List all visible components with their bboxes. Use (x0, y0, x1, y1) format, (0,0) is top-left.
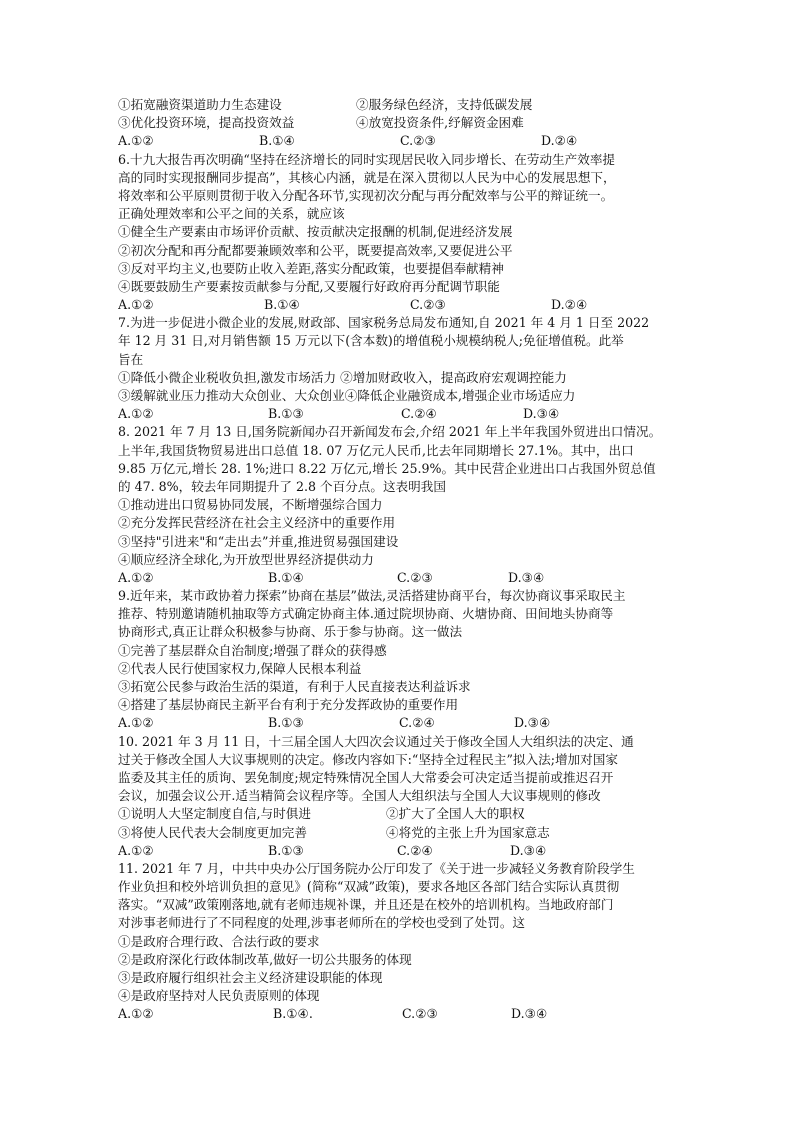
q9-option-4: ④搭建了基层协商民主新平台有利于充分发挥政协的重要作用 (118, 697, 459, 713)
q11-answer-choices (118, 1005, 678, 1023)
q8-choice-b: B.①④ (268, 569, 304, 585)
q9-option-2: ②代表人民行使国家权力,保障人民根本利益 (118, 660, 362, 676)
q6-answer-choices (118, 296, 678, 314)
q9-choice-b: B.①③ (268, 715, 304, 731)
q10-choice-c: C.②④ (397, 842, 433, 858)
q6-option-4: ④既要鼓励生产要素按贡献参与分配,又要履行好政府再分配调节职能 (118, 278, 500, 294)
q6-option-2: ②初次分配和再分配都要兼顾效率和公平，既要提高效率,又要促进公平 (118, 242, 513, 258)
q6-choice-a: A.①② (118, 297, 154, 313)
q10-choice-b: B.①③ (268, 842, 304, 858)
q11-stem-line: 11. 2021 年 7 月，中共中央办公厅国务院办公厅印发了《关于进一步减轻义务教育阶段学生 (118, 860, 635, 876)
q6-option-1: ①健全生产要素由市场评价贡献、按贡献决定报酬的机制,促进经济发展 (118, 224, 513, 240)
q10-stem-line: 过关于修改全国人大议事规则的决定。修改内容如下:“坚持全过程民主”拟入法;增加对国家 (118, 751, 618, 767)
q9-option-1: ①完善了基层群众自治制度;增强了群众的获得感 (118, 642, 387, 658)
q9-answer-choices (118, 714, 678, 732)
q10-option-4: ④将党的主张上升为国家意志 (386, 824, 550, 840)
q10-stem-line: 会议，加强会议公开.适当精简会议程序等。全国人大组织法与全国人大议事规则的修改 (118, 788, 601, 804)
q7-stem-line: 年 12 月 31 日,对月销售额 15 万元以下(含本数)的增值税小规模纳税人;免征增值税。此举 (118, 333, 624, 349)
q11-choice-a: A.①② (118, 1006, 154, 1022)
q9-stem-line: 9.近年来，某市政协着力探索”协商在基层”做法,灵活搭建协商平台，每次协商议事采取民主 (118, 588, 626, 604)
q5-choice-b: B.①④ (259, 133, 295, 149)
q6-stem-line: 6.十九大报告再次明确“坚持在经济增长的同时实现居民收入同步增长、在劳动生产效率提 (118, 151, 616, 167)
q10-option-2: ②扩大了全国人大的职权 (386, 806, 525, 822)
q10-option-1: ①说明人大坚定制度自信,与时俱进 (118, 806, 311, 822)
q7-stem-line: 旨在 (118, 351, 144, 367)
q10-option-3: ③将使人民代表大会制度更加完善 (118, 824, 307, 840)
q8-option-4: ④顺应经济全球化,为开放型世界经济提供动力 (118, 551, 374, 567)
q6-stem-line: 高的同时实现报酬同步提高”，其核心内涵，就是在深入贯彻以人民为中心的发展思想下， (118, 169, 616, 185)
q9-choice-d: D.③④ (514, 715, 551, 731)
q11-option-4: ④是政府坚持对人民负责原则的体现 (118, 988, 320, 1004)
q5-options-row-2 (118, 114, 678, 132)
q7-answer-choices (118, 405, 678, 423)
q5-choice-d: D.②④ (541, 133, 578, 149)
q9-stem-line: 协商形式,真正让群众积极参与协商、乐于参与协商。这一做法 (118, 624, 463, 640)
q6-stem-line: 将效率和公平原则贯彻于收入分配各环节,实现初次分配与再分配效率与公平的辩证统一。 (118, 187, 614, 203)
q8-stem-line: 9.85 万亿元,增长 28. 1%;进口 8.22 万亿元,增长 25.9%。其中民营企业进出口占我国外贸总值 (118, 460, 656, 476)
q11-option-1: ①是政府合理行政、合法行政的要求 (118, 933, 320, 949)
q8-choice-d: D.③④ (508, 569, 545, 585)
q8-option-3: ③坚持"引进来"和“走出去”并重,推进贸易强国建设 (118, 533, 399, 549)
q11-choice-d: D.③④ (511, 1006, 548, 1022)
q7-options-1-2: ①降低小微企业税收负担,激发市场活力 ②增加财政收入，提高政府宏观调控能力 (118, 369, 567, 385)
q11-choice-b: B.①④. (273, 1006, 313, 1022)
q5-option-2: ②服务绿色经济，支持低碳发展 (356, 97, 533, 112)
q6-choice-c: C.②③ (410, 297, 446, 313)
q11-stem-line: 对涉事老师进行了不同程度的处理,涉事老师所在的学校也受到了处罚。这 (118, 915, 526, 931)
q8-stem-line: 的 47. 8%，较去年同期提升了 2.8 个百分点。这表明我国 (118, 478, 446, 494)
q10-choice-a: A.①② (118, 842, 154, 858)
q6-choice-d: D.②④ (551, 297, 588, 313)
q10-choice-d: D.③④ (510, 842, 547, 858)
q10-stem-line: 监委及其主任的质询、罢免制度;规定特殊情况全国人大常委会可决定适当提前或推迟召开 (118, 769, 614, 785)
q9-choice-a: A.①② (118, 715, 154, 731)
q11-stem-line: 作业负担和校外培训负担的意见》(简称“双减”政策)，要求各地区各部门结合实际认真贯彻 (118, 879, 620, 895)
q8-stem-line: 上半年,我国货物贸易进出口总值 18. 07 万亿元人民币,比去年同期增长 27.1%。其中，出口 (118, 442, 634, 458)
q5-option-3: ③优化投资环境，提高投资效益 (118, 115, 295, 131)
q6-stem-line: 正确处理效率和公平之间的关系，就应该 (118, 206, 345, 222)
q8-option-2: ②充分发挥民营经济在社会主义经济中的重要作用 (118, 515, 396, 531)
q5-choice-a: A.①② (118, 133, 154, 149)
q5-option-4: ④放宽投资条件,纾解资金困难 (356, 115, 524, 131)
q11-stem-line: 落实。“双减”政策刚落地,就有老师违规补课，并且还是在校外的培训机构。当地政府部门 (118, 897, 614, 913)
q10-answer-choices (118, 842, 678, 860)
q11-choice-c: C.②③ (402, 1006, 438, 1022)
q9-option-3: ③拓宽公民参与政治生活的渠道，有利于人民直接表达利益诉求 (118, 679, 471, 694)
q10-options-row-2 (118, 824, 678, 842)
q11-option-2: ②是政府深化行政体制改革,做好一切公共服务的体现 (118, 951, 412, 967)
q8-choice-c: C.②③ (397, 569, 433, 585)
q7-choice-b: B.①③ (268, 406, 304, 422)
q8-choice-a: A.①② (118, 569, 154, 585)
q6-choice-b: B.①④ (264, 297, 300, 313)
exam-page (118, 96, 678, 1024)
q5-choice-c: C.②③ (400, 133, 436, 149)
q6-option-3: ③反对平均主义,也要防止收入差距,落实分配政策，也要提倡奉献精神 (118, 260, 504, 276)
q5-option-1: ①拓宽融资渠道助力生态建设 (118, 97, 282, 112)
q5-options-row-1 (118, 96, 678, 114)
q9-stem-line: 推荐、特别邀请随机抽取等方式确定协商主体.通过院坝协商、火塘协商、田间地头协商等 (118, 606, 614, 622)
q10-stem-line: 10. 2021 年 3 月 11 日，十三届全国人大四次会议通过关于修改全国人大组织法的决定、通 (118, 733, 634, 749)
q7-options-3-4: ③缓解就业压力推动大众创业、大众创业④降低企业融资成本,增强企业市场适应力 (118, 388, 576, 403)
q7-choice-d: D.③④ (523, 406, 560, 422)
q10-options-row-1 (118, 805, 678, 823)
q7-choice-a: A.①② (118, 406, 154, 422)
q11-option-3: ③是政府履行组织社会主义经济建设职能的体现 (118, 970, 383, 985)
q8-stem-line: 8. 2021 年 7 月 13 日,国务院新闻办召开新闻发布会,介绍 2021 年上半年我国外贸进出口情况。 (118, 424, 662, 440)
q8-answer-choices (118, 569, 678, 587)
q7-choice-c: C.②④ (401, 406, 437, 422)
q5-answer-choices (118, 132, 678, 150)
q8-option-1: ①推动进出口贸易协同发展，不断增强综合国力 (118, 497, 383, 513)
q7-stem-line: 7.为进一步促进小微企业的发展,财政部、国家税务总局发布通知,自 2021 年 4 月 1 日至 2022 (118, 315, 650, 331)
q9-choice-c: C.②④ (399, 715, 435, 731)
